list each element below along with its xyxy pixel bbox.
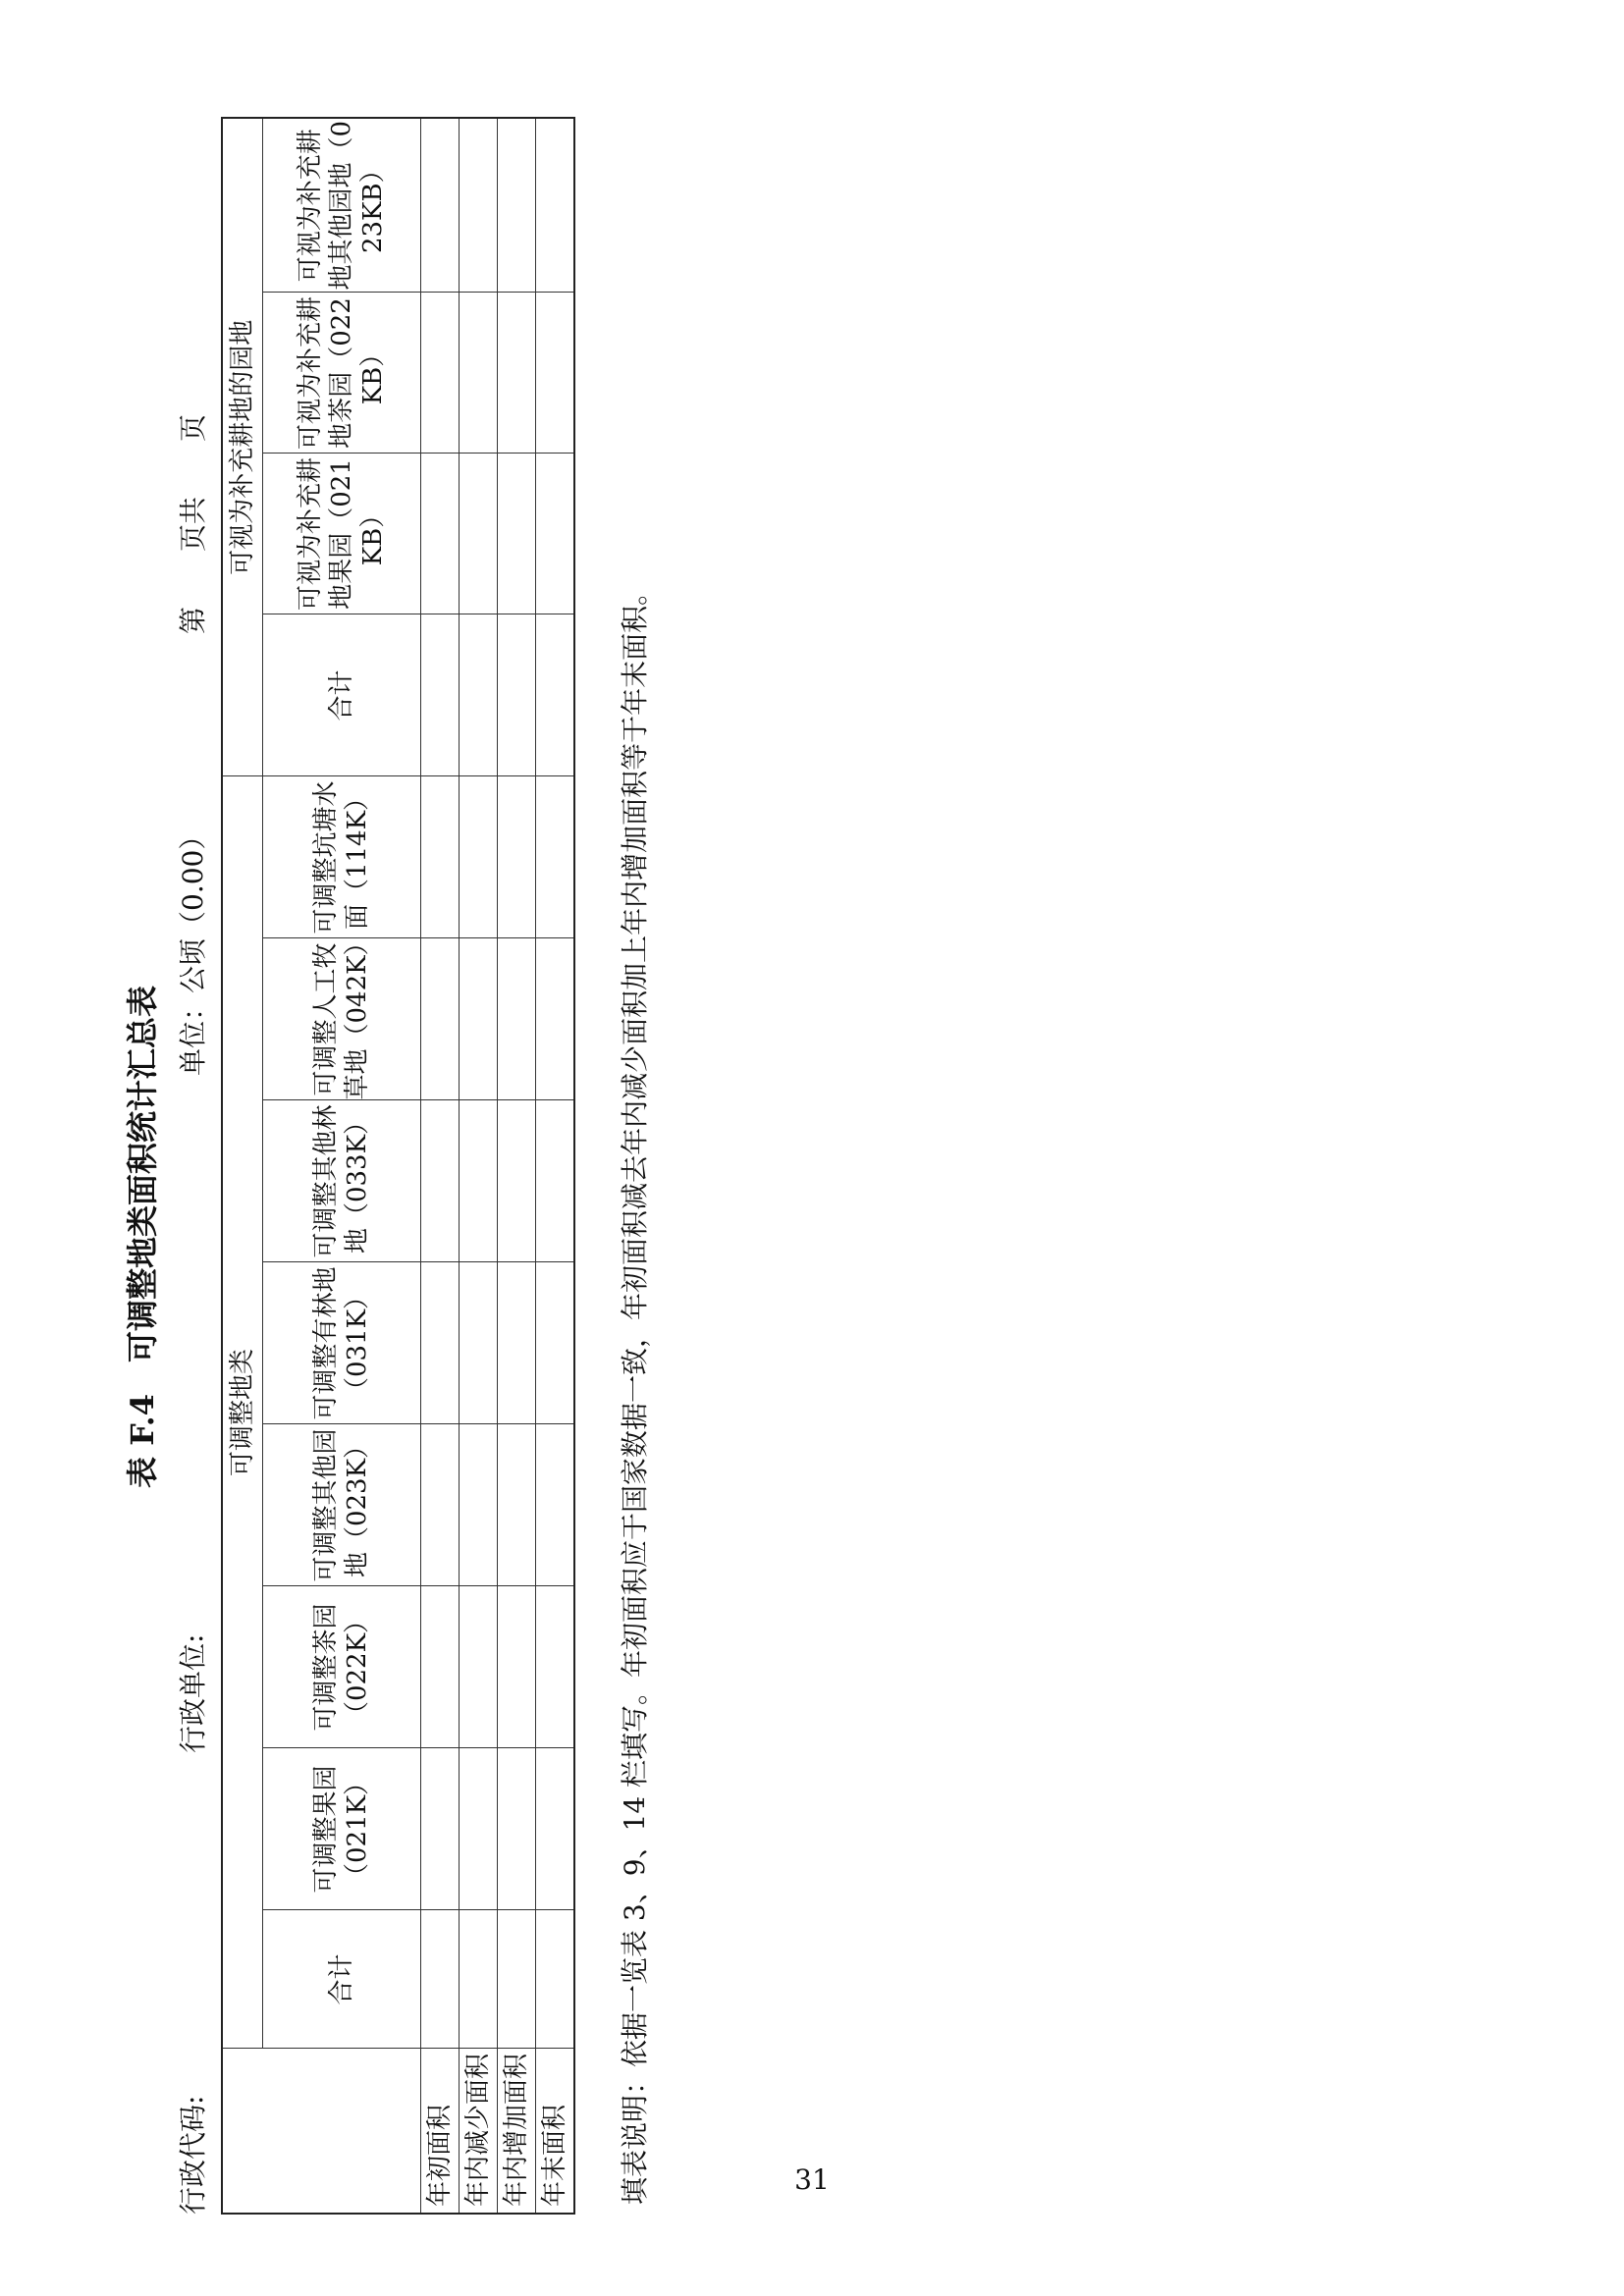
header-col-033k: 可调整其他林地（033K）: [263, 1100, 421, 1262]
header-col-031k: 可调整有林地（031K）: [263, 1262, 421, 1424]
row-label: 年初面积: [421, 2049, 460, 2214]
summary-table: [221, 117, 575, 2215]
page-number: 31: [794, 2163, 830, 2196]
header-total-1: 合计: [263, 1910, 421, 2049]
group-header-adjustable: 可调整地类: [222, 776, 263, 2049]
fill-instructions: 填表说明：依据一览表 3、9、14 栏填写。年初面积应于国家数据一致，年初面积减去年内减少面积加上年内增加面积等于年末面积。: [619, 577, 651, 2205]
unit-label: 单位：公顷（0.00）: [177, 822, 209, 1076]
table-row: [421, 118, 460, 2214]
header-col-023k: 可调整其他园地（023K）: [263, 1424, 421, 1586]
header-col-042k: 可调整人工牧草地（042K）: [263, 938, 421, 1100]
table-row: [498, 118, 536, 2214]
header-col-021k: 可调整果园（021K）: [263, 1748, 421, 1910]
admin-code-label: 行政代码:: [177, 2095, 209, 2215]
admin-unit-label: 行政单位:: [177, 1633, 209, 1753]
row-label: 年末面积: [536, 2049, 575, 2214]
header-col-022kb: 可视为补充耕地茶园（022KB）: [263, 293, 421, 454]
row-label: 年内增加面积: [498, 2049, 536, 2214]
header-col-114k: 可调整坑塘水面（114K）: [263, 776, 421, 938]
table-row: [460, 118, 498, 2214]
group-header-garden: 可视为补充耕地的园地: [222, 118, 263, 776]
rotated-page-content: [118, 84, 668, 2215]
table-title: 表 F.4 可调整地类面积统计汇总表: [124, 985, 161, 1488]
header-col-021kb: 可视为补充耕地果园（021KB）: [263, 454, 421, 614]
header-total-2: 合计: [263, 614, 421, 776]
header-col-022k: 可调整茶园（022K）: [263, 1586, 421, 1748]
header-col-023kb: 可视为补充耕地其他园地（023KB）: [263, 118, 421, 293]
row-label: 年内减少面积: [460, 2049, 498, 2214]
table-row: [536, 118, 575, 2214]
page-count-label: 第 页共 页: [177, 413, 209, 634]
